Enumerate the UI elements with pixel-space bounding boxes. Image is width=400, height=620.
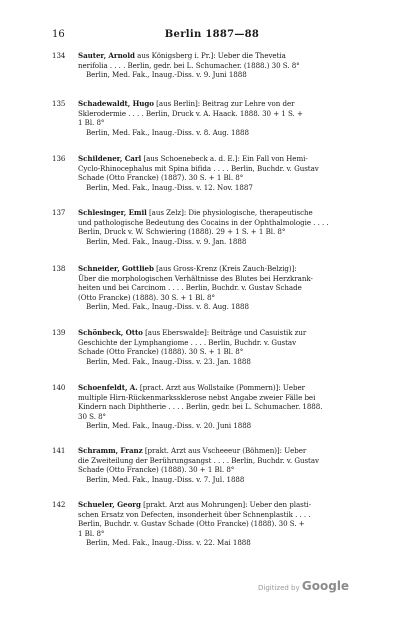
entry-line-text: Berlin, Druck v. W. Schwiering (1888). 29 + 1 S. + 1 Bl. 8° — [78, 227, 286, 237]
entry-author: Schildener, Carl — [78, 154, 142, 163]
entry-line-text: 1 Bl. 8° — [78, 118, 105, 128]
entry-line-text: 1 Bl. 8° — [78, 528, 105, 538]
entry-line-text: Schade (Otto Francke) (1888). 30 S. + 1 Bl. 8° — [78, 347, 244, 357]
entry-number: 142 — [52, 500, 66, 509]
entry-dissertation-note: Berlin, Med. Fak., Inaug.-Diss. v. 8. Aug. 1888 — [86, 302, 249, 312]
entry-first-line — [78, 154, 372, 164]
digitization-watermark — [258, 579, 349, 593]
entry-line-text: Geschichte der Lymphangiome . . . . Berlin, Buchdr. v. Gustav — [78, 337, 297, 347]
google-logo: Google — [301, 579, 350, 593]
digitized-by-label: Digitized by — [258, 584, 300, 592]
entry-author: Schueler, Georg — [78, 500, 141, 509]
entry-line-text: Kindern nach Diphtherie . . . . Berlin, gedr. bei L. Schumacher. 1888. — [78, 402, 323, 412]
entry-number: 135 — [52, 99, 66, 108]
entry-dissertation-note: Berlin, Med. Fak., Inaug.-Diss. v. 20. Juni 1888 — [86, 421, 252, 431]
bibliography-entry — [52, 446, 372, 484]
entry-author: Schoenfeldt, A. — [78, 383, 138, 392]
bibliography-entry — [52, 154, 372, 192]
entry-author: Schadewaldt, Hugo — [78, 99, 154, 108]
entry-line-text: 30 S. 8° — [78, 411, 107, 421]
entry-number: 139 — [52, 328, 66, 337]
entry-line-text: multiple Hirn-Rückenmarkssklerose nebst Angabe zweier Fälle bei — [78, 392, 316, 402]
entry-dissertation-note: Berlin, Med. Fak., Inaug.-Diss. v. 7. Jul. 1888 — [86, 474, 245, 484]
entry-body — [78, 208, 372, 246]
entry-body — [78, 383, 372, 431]
entry-line-text: (Otto Francke) (1888). 30 S. + 1 Bl. 8° — [78, 292, 215, 302]
entry-body — [78, 51, 372, 80]
entry-line-text: [aus Schoenebeck a. d. E.]: Ein Fall von Hemi- — [143, 154, 308, 163]
bibliography-entry — [52, 328, 372, 366]
bibliography-entry — [52, 383, 372, 431]
entry-line-text: Berlin, Buchdr. v. Gustav Schade (Otto Francke) (1888). 30 S. + — [78, 519, 305, 529]
entry-line-text: [prakt. Arzt aus Mohrungen]: Ueber den plasti- — [143, 500, 312, 509]
page-header — [52, 29, 372, 43]
entry-line-text: aus Königsberg i. Pr.]: Ueber die Thevetia — [137, 51, 286, 60]
entry-body — [78, 154, 372, 192]
entry-number: 140 — [52, 383, 66, 392]
bibliography-entry — [52, 500, 372, 548]
entry-first-line — [78, 99, 372, 109]
entry-author: Schramm, Franz — [78, 446, 143, 455]
entry-body — [78, 328, 372, 366]
entry-first-line — [78, 328, 372, 338]
entry-number: 138 — [52, 264, 66, 273]
entry-line-text: nerifolia . . . . Berlin, gedr. bei L. Schumacher. (1888.) 30 S. 8° — [78, 60, 300, 70]
entry-line-text: [pract. Arzt aus Wollstaike (Pommern)]: Ueber — [139, 383, 305, 392]
entry-line-text: [aus Eberswalde]: Beiträge und Casuistik zur — [145, 328, 307, 337]
entry-number: 137 — [52, 208, 66, 217]
entry-dissertation-note: Berlin, Med. Fak., Inaug.-Diss. v. 22. Mai 1888 — [86, 538, 251, 548]
entry-line-text: Schade (Otto Francke) (1887). 30 S. + 1 Bl. 8° — [78, 173, 244, 183]
entry-dissertation-note: Berlin, Med. Fak., Inaug.-Diss. v. 9. Jan. 1888 — [86, 236, 247, 246]
entry-first-line — [78, 446, 372, 456]
entry-body — [78, 99, 372, 137]
entry-line-text: Cyclo-Rhinocephalus mit Spina bifida . . . . Berlin, Buchdr. v. Gustav — [78, 163, 319, 173]
entry-first-line — [78, 383, 372, 393]
entry-number: 141 — [52, 446, 66, 455]
bibliography-entry — [52, 264, 372, 312]
entry-first-line — [78, 51, 372, 61]
entry-line-text: Über die morphologischen Verhältnisse des Blutes bei Herzkrank- — [78, 273, 313, 283]
entry-author: Sauter, Arnold — [78, 51, 135, 60]
page-number: 16 — [52, 29, 65, 40]
entry-dissertation-note: Berlin, Med. Fak., Inaug.-Diss. v. 23. Jan. 1888 — [86, 356, 251, 366]
entry-first-line — [78, 208, 372, 218]
running-title: Berlin 1887—88 — [164, 29, 260, 40]
entry-number: 134 — [52, 51, 66, 60]
entry-line-text: heiten und bei Carcinom . . . . Berlin, Buchdr. v. Gustav Schade — [78, 283, 302, 293]
entry-line-text: Schade (Otto Francke) (1888). 30 + 1 Bl. 8° — [78, 465, 235, 475]
entry-number: 136 — [52, 154, 66, 163]
entry-line-text: schen Ersatz von Defecten, insonderheit über Schnenplastik . . . . — [78, 509, 311, 519]
bibliography-entry — [52, 208, 372, 246]
bibliography-entry — [52, 51, 372, 80]
entry-dissertation-note: Berlin, Med. Fak., Inaug.-Diss. v. 8. Aug. 1888 — [86, 127, 249, 137]
entry-line-text: und pathologische Bedeutung des Cocains in der Ophthalmologie . . . . — [78, 217, 329, 227]
entry-author: Schneider, Gottlieb — [78, 264, 154, 273]
entry-body — [78, 264, 372, 312]
entry-line-text: [aus Berlin]: Beitrag zur Lehre von der — [156, 99, 295, 108]
entry-body — [78, 446, 372, 484]
entry-body — [78, 500, 372, 548]
entry-author: Schönbeck, Otto — [78, 328, 143, 337]
entry-dissertation-note: Berlin, Med. Fak., Inaug.-Diss. v. 12. Nov. 1887 — [86, 182, 253, 192]
entry-line-text: [prakt. Arzt aus Vscheeeur (Böhmen)]: Ueber — [144, 446, 307, 455]
entry-line-text: die Zweiteilung der Berührungsangst . . . . Berlin, Buchdr. v. Gustav — [78, 455, 319, 465]
bibliography-entry — [52, 99, 372, 137]
entry-author: Schlesinger, Emil — [78, 208, 147, 217]
entry-line-text: [aus Gross-Krenz (Kreis Zauch-Belzig)]: — [156, 264, 297, 273]
entry-first-line — [78, 500, 372, 510]
entry-line-text: [aus Zelz]: Die physiologische, therapeutische — [148, 208, 313, 217]
entry-dissertation-note: Berlin, Med. Fak., Inaug.-Diss. v. 9. Juni 1888 — [86, 70, 247, 80]
entry-first-line — [78, 264, 372, 274]
entry-line-text: Sklerodermie . . . . Berlin, Druck v. A. Haack. 1888. 30 + 1 S. + — [78, 108, 303, 118]
